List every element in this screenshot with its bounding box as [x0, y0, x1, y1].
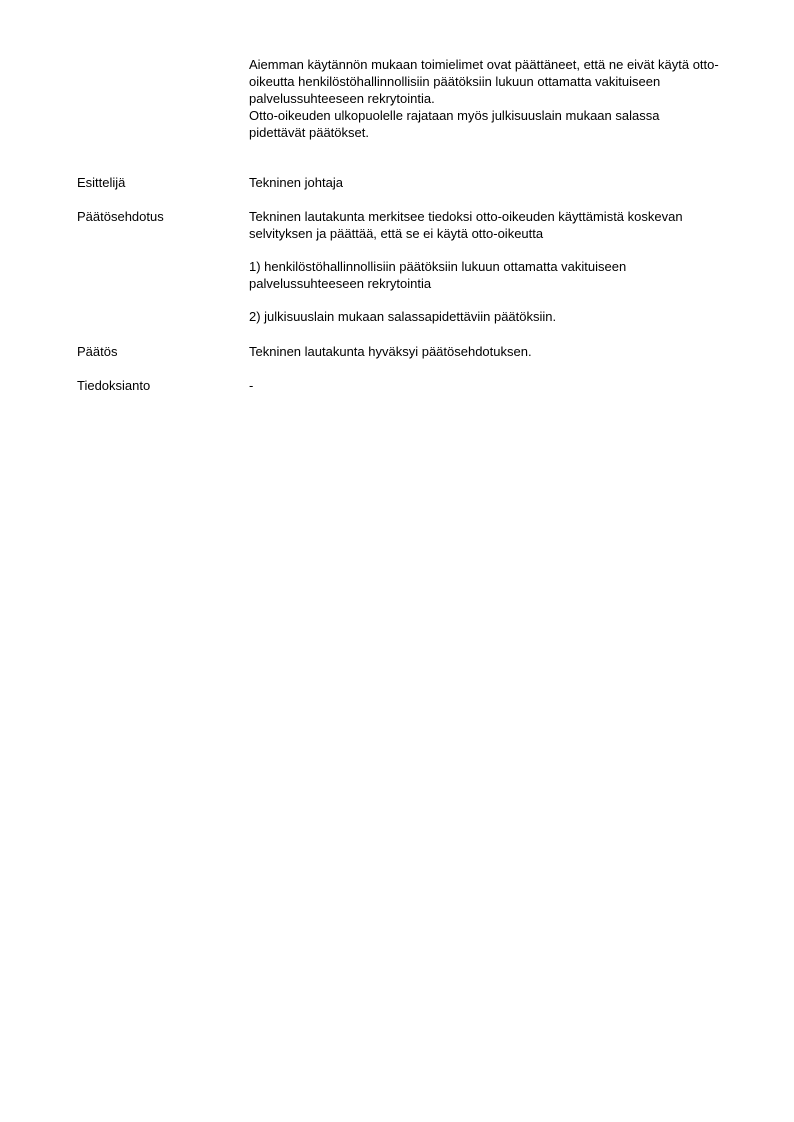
paatosehdotus-label: Päätösehdotus — [77, 209, 164, 224]
intro-section — [249, 56, 719, 141]
esittelija-label: Esittelijä — [77, 175, 126, 190]
paatos-value: Tekninen lautakunta hyväksyi päätösehdotuksen. — [249, 344, 532, 359]
paatos-label: Päätös — [77, 344, 118, 359]
intro-paragraph-1: Aiemman käytännön mukaan toimielimet ovat päättäneet, että ne eivät käytä otto-oikeutta henkilöstöhallinnollisiin päätöksiin lukuun ottamatta vakituiseen palvelussuhteeseen rekrytointia. — [249, 57, 719, 106]
intro-paragraph-2: Otto-oikeuden ulkopuolelle rajataan myös julkisuuslain mukaan salassa pidettävät päätökset. — [249, 108, 660, 140]
paatosehdotus-body — [249, 208, 719, 325]
tiedoksianto-label: Tiedoksianto — [77, 378, 151, 393]
paatosehdotus-item-2: 2) julkisuuslain mukaan salassapidettäviin päätöksiin. — [249, 309, 557, 324]
tiedoksianto-value: - — [249, 378, 254, 393]
paatosehdotus-item-1: 1) henkilöstöhallinnollisiin päätöksiin lukuun ottamatta vakituiseen palvelussuhteeseen rekrytointia — [249, 259, 627, 291]
esittelija-value: Tekninen johtaja — [249, 175, 343, 190]
paatosehdotus-text: Tekninen lautakunta merkitsee tiedoksi otto-oikeuden käyttämistä koskevan selvityksen ja päättää, että se ei käytä otto-oikeutta — [249, 209, 683, 241]
